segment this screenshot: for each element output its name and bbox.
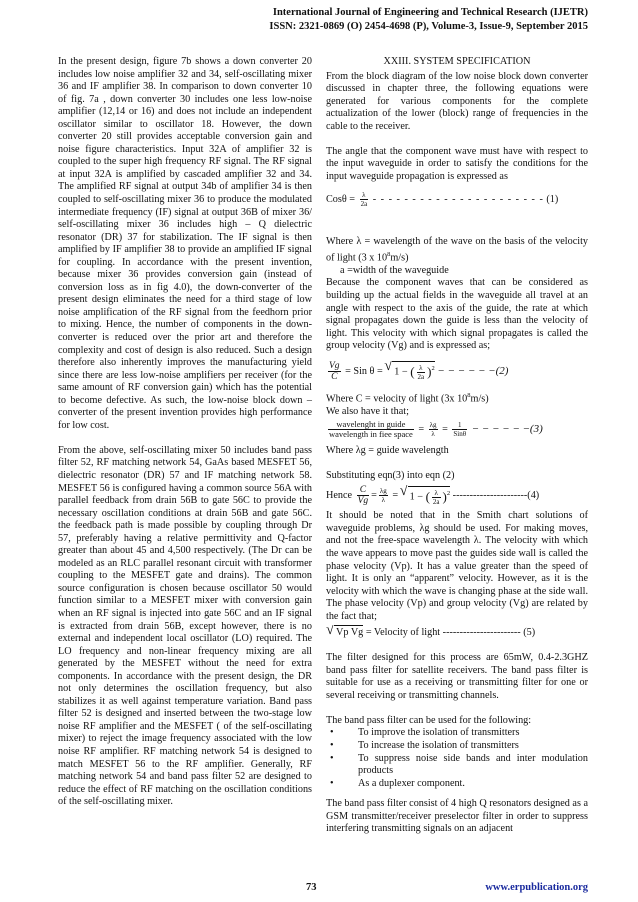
where3-pre: Where bbox=[326, 445, 354, 457]
eq4-exponent: 2 bbox=[446, 490, 451, 498]
left-paragraph-1: In the present design, figure 7b shows a down converter 20 includes low noise amplifier 32 and 34, self-oscillating mixer 36 and IF amplifier 38. In comparison to down converter 10 of fig. 7a , down converter 30 includes one less low-noise amplifier (12,14 or 16) and does not include an independent oscillator similar to oscillator 18. However, the down converter 20 still provides acceptable conversion gain and noise figure characteristics. Input 32A of amplifier 32 is coupled to the super high frequency RF signal. The RF signal at input 32A is amplified by cascaded amplifier 32 and 34. The amplified RF signal at output 34b of amplifier 34 is then coupled to self-oscillating mixer 36 to produce the modulated intermediate frequency (IF) signal at output 36B of mixer 36/ self-oscillating mixer 36 includes high – Q dielectric resonator (DR) 37 for stabilization. The IF signal is then amplified by IF amplifier 38 to provide an amplified IF signal for coupling. In accordance with the present invention, because mixer 36 provides conversion gain (instead of conversion loss as in fig 4.0), the down-converter of the present design eliminates the need for a third stage of low noise amplification of the RF signal from the feedhorn prior to mixing. Hence, the number of components in the down-converter is reduced over the prior art and therefore the complexity and cost of design is also reduced. Such a design therefore also inherently improves the manufacturing yield since there are less low-noise amplifiers per receiver (for the same amount of RF conversion gain) which has the potential to become defective. As such, the low-noise block down –converter of the present invention provides high performance for low cost. bbox=[58, 56, 312, 431]
eq2-exponent: 2 bbox=[431, 365, 435, 373]
p4-part-c: . The velocity with which the wave appears to move past the guides side wall is called the phase velocity (Vp). It has a value greater than the speed of light. It is only an “apparent” velocity. However, as it is the velocity with which the wave is changing phase at the side wall. The phase velocity (Vp) and group velocity (Vg) are related by the fact that; bbox=[326, 535, 589, 622]
eq4-inner-den: 2a bbox=[432, 497, 440, 506]
eq2-inner-fraction bbox=[417, 364, 426, 381]
eq4-equals-1: = bbox=[371, 490, 377, 502]
eq1-fraction bbox=[360, 191, 369, 208]
eq4-num-2: λg bbox=[379, 487, 387, 496]
eq3-fraction-words bbox=[328, 420, 414, 439]
p4-part-a: It should be noted that in the Smith chart solutions of waveguide problems, bbox=[326, 510, 588, 534]
publisher-url[interactable]: www.erpublication.org bbox=[485, 882, 588, 893]
use-list bbox=[326, 727, 588, 790]
eq4-fraction-2 bbox=[379, 487, 388, 504]
eq4-den-2: λ bbox=[381, 496, 386, 505]
where2-text: Where C = velocity of light (3x 10 bbox=[326, 393, 468, 405]
eq1-lhs: Cosθ = bbox=[326, 194, 356, 206]
where1-exponent: 8 bbox=[387, 250, 391, 258]
eq2-denominator: C bbox=[331, 371, 338, 382]
eq3-equals-1: = bbox=[418, 424, 425, 436]
eq3-fraction-2 bbox=[429, 421, 438, 438]
right-paragraph-5: The filter designed for this process are 65mW, 0.4-2.3GHZ band pass filter for satellite receivers. The band pass filter is suitable for use as a receiving or transmitting filter for one or several receiving or transmitting channels. bbox=[326, 652, 588, 701]
where1-pre: Where bbox=[326, 236, 354, 248]
equation-4 bbox=[326, 485, 588, 506]
eq2-inner-den: 2a bbox=[417, 373, 425, 381]
left-paragraph-2: From the above, self-oscillating mixer 50 includes band pass filter 52, RF matching network 54, GaAs based MESFET 56, dielectric resonator (DR) 57 and IF matching network 58. MESFET 56 is configured having a common source 56A with parallel feedback from drain 56B to gate 56C to provide the necessary oscillation conditions at drain 56B and gate 56C. the feedback path is made possible by coupling through Dr 57, preferably having a relative permittivity and Q-factor greater than about 45 and 4,500 respectively. (The Dr can be modeled as an RLC parallel resonant circuit with transformer coupling to the MESFET gate and drains). The common source configuration is chosen because oscillator 50 would function similar to a MESFET mixer with conversion gain when an RF signal is injected into gate 56C and an IF signal is extracted from drain 56B, except however, there is no external and independent local oscillator (LO) required. The LO frequency and non-linear frequency mixing are all generated by the MESFET without the need for extra components. In accordance with the present design, the DR not only determines the oscillation frequency, but also stabilizes it as well against temperature variation. Band pass filter 52 is designed and inserted between the two-stage low noise RF amplifier and the MESFET ( of the self-oscillating mixer) to reject the image frequency associated with the low noise RF amplifier. RF matching network 54 is designed to match MESFET 56 to the RF amplifier. Generally, RF matching network 54 and band pass filter 52 are designed to reduce the effect of RF matching on the oscillation conditions of the self-oscillating mixer. bbox=[58, 444, 312, 808]
right-paragraph-1: From the block diagram of the low noise block down converter discussed in chapter three, the following equations were generated for various components for the complete actualization of the lower (block) range of frequencies in the cable to the receiver. bbox=[326, 70, 588, 132]
lambda-g-symbol: λ bbox=[355, 445, 361, 457]
eq3-num-3: 1 bbox=[452, 421, 467, 430]
eq2-inner-num: λ bbox=[417, 364, 426, 373]
where-a: a =width of the waveguide bbox=[340, 264, 449, 276]
eq1-denominator: 2a bbox=[360, 200, 368, 209]
eq4-inner-num: λ bbox=[432, 489, 441, 498]
where1-text: = wavelength of the wave on the basis of the velocity of light (3 x 10 bbox=[326, 236, 589, 264]
where-lambda bbox=[326, 236, 588, 264]
right-paragraph-3: Because the component waves that can be considered as building up the actual fields in the waveguide all travel at an angle with respect to the axis of the guide, the rate at which signal propagates down the guide is less than the velocity of light. This velocity with which signal propagates is called the group velocity (Vg) and is expressed as; bbox=[326, 277, 588, 352]
eq1-numerator: λ bbox=[360, 191, 369, 200]
eq3-num-words: wavelenght in guide bbox=[328, 420, 414, 430]
eq2-fraction bbox=[328, 361, 341, 382]
eq4-inner-fraction bbox=[432, 489, 441, 506]
eq3-den-2: λ bbox=[431, 430, 435, 439]
eq1-label: (1) bbox=[546, 194, 559, 206]
eq4-num-1: C bbox=[357, 485, 370, 496]
p4-part-b: g should be used. For making moves, and not the free-space wavelength bbox=[326, 522, 588, 547]
equation-2 bbox=[326, 361, 588, 382]
lambda-symbol: λ bbox=[356, 236, 362, 248]
eq4-den-1: Vg bbox=[357, 496, 369, 507]
eq3-equals-2: = bbox=[442, 424, 448, 436]
list-item: • As a duplexer component. bbox=[326, 778, 588, 791]
eq2-sqrt: √ 1 − ( $\frac{\lambda}{2a}$ )$^2$ bbox=[392, 361, 434, 381]
eq5-text: = Velocity of light ----------------------- (5) bbox=[365, 627, 536, 639]
left-column bbox=[58, 56, 312, 821]
where1-unit: m/s) bbox=[390, 252, 409, 264]
equation-1 bbox=[326, 191, 588, 208]
we-also: We also have it that; bbox=[326, 405, 409, 417]
where-c bbox=[326, 390, 588, 406]
where2-unit: m/s) bbox=[470, 393, 489, 405]
eq3-fraction-3 bbox=[452, 421, 467, 438]
substituting: Substituting eqn(3) into eqn (2) bbox=[326, 469, 455, 481]
eq4-pre: Hence bbox=[326, 490, 353, 502]
right-paragraph-2: The angle that the component wave must have with respect to the input waveguide in order to satisfy the conditions for the input waveguide propagation is expressed as bbox=[326, 145, 588, 182]
eq2-one: 1 − bbox=[394, 366, 408, 378]
eq2-numerator: Vg bbox=[329, 360, 340, 371]
right-paragraph-7: The band pass filter consist of 4 high Q resonators designed as a GSM transmitter/receiver preselector filter in order to suppress interfering transmitting signals on an adjacent bbox=[326, 798, 588, 835]
list-item: • To suppress noise side bands and inter modulation products bbox=[326, 753, 588, 778]
eq4-tail: ----------------------(4) bbox=[452, 490, 540, 502]
p4-lambda: λ bbox=[473, 535, 479, 547]
where-lambda-g bbox=[326, 445, 588, 458]
where3-text: g = guide wavelength bbox=[360, 445, 449, 457]
eq3-den-3: Sinθ bbox=[453, 430, 467, 439]
journal-header bbox=[68, 6, 588, 34]
p4-lambda-g: λ bbox=[419, 522, 425, 534]
equation-5 bbox=[326, 625, 588, 640]
eq2-mid: = Sin θ = bbox=[345, 365, 383, 377]
right-paragraph-6: The band pass filter can be used for the following: bbox=[326, 714, 532, 726]
list-item: • To improve the isolation of transmitters bbox=[326, 727, 588, 740]
eq3-num-2: λg bbox=[429, 421, 437, 430]
journal-issn: ISSN: 2321-0869 (O) 2454-4698 (P), Volume-3, Issue-9, September 2015 bbox=[269, 21, 588, 32]
journal-title: International Journal of Engineering and Technical Research (IJETR) bbox=[272, 7, 588, 18]
page-number: 73 bbox=[306, 882, 317, 893]
list-item: • To increase the isolation of transmitters bbox=[326, 740, 588, 753]
where2-exponent: 8 bbox=[467, 391, 471, 399]
right-column bbox=[326, 56, 588, 848]
eq3-tail: − − − − − −(3) bbox=[471, 423, 543, 436]
eq4-equals-2: = bbox=[392, 490, 399, 502]
eq4-fraction-1 bbox=[357, 485, 370, 506]
section-title: XXIII. SYSTEM SPECIFICATION bbox=[383, 56, 531, 67]
eq4-one: 1 − bbox=[409, 491, 424, 503]
eq2-tail: − − − − − −(2) bbox=[437, 364, 509, 377]
eq4-sqrt: √ 1 − ( $\frac{\lambda}{2a}$ )$^2$ bbox=[408, 486, 450, 506]
eq5-radicand: Vp Vg bbox=[336, 627, 364, 639]
eq5-sqrt bbox=[334, 625, 363, 640]
right-paragraph-4 bbox=[326, 510, 588, 623]
equation-3 bbox=[326, 420, 588, 439]
eq1-dashes: - - - - - - - - - - - - - - - - - - - - - - bbox=[372, 194, 544, 206]
eq3-den-words: wavelength in fiee space bbox=[329, 429, 413, 440]
